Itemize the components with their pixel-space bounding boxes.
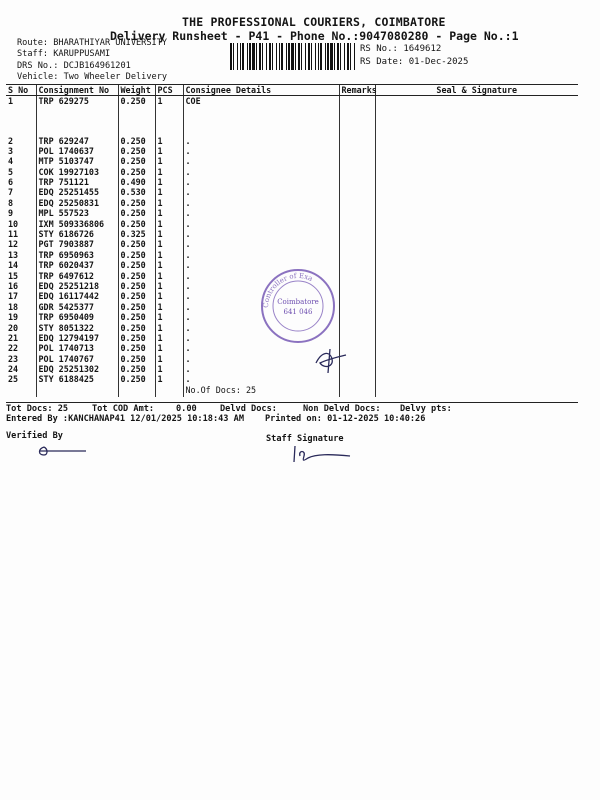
col-consignment-no: Consignment No [36,85,118,96]
barcode-bar [272,43,273,70]
row-seal [375,291,578,301]
row-sno: 18 [8,301,19,312]
row-remarks [339,271,375,281]
row-consignment-no: TRP 629247 [36,136,118,146]
table-cell [375,385,578,397]
entered-by: Entered By :KANCHANAP41 12/01/2025 10:18:43 AM [6,414,244,424]
row-seal [375,354,578,364]
non-delivered-docs: Non Delvd Docs: [303,404,381,414]
row-consignee: . [183,250,339,260]
row-consignment-no: EDQ 25250831 [36,198,118,208]
row-remarks [339,146,375,156]
row-remarks [339,156,375,166]
stamp-arc-text: Controller of Exa [261,271,314,309]
barcode-bar [276,43,277,70]
stamp-center-text-1: Coimbatore [277,298,319,306]
row-seal [375,374,578,384]
row-pcs: 1 [155,354,183,364]
row-remarks [339,312,375,322]
staff-signature-label: Staff Signature [266,434,344,444]
barcode-bar [344,43,345,70]
barcode-bar [337,43,339,70]
drs-number: DRS No.: DCJB164961201 [17,61,131,71]
col-pcs: PCS [155,85,183,96]
row-consignee: . [183,323,339,333]
row-consignment-no: PGT 7903887 [36,239,118,249]
row-consignment-no: EDQ 25251455 [36,187,118,197]
row-consignment-no: EDQ 25251302 [36,364,118,374]
staff-label: Staff: KARUPPUSAMI [17,49,111,59]
row-sno: 20 [8,322,19,333]
row-pcs: 1 [155,156,183,166]
barcode-bar [286,43,287,70]
barcode-bar [237,43,238,70]
table-row [6,364,578,374]
table-row [6,156,578,166]
row-pcs: 1 [155,96,183,136]
row-weight: 0.250 [118,146,155,156]
table-cell [36,385,118,397]
verified-by-label: Verified By [6,431,63,441]
row-seal [375,343,578,353]
barcode-bar [298,43,300,70]
barcode-bar [252,43,255,70]
row-weight: 0.250 [118,323,155,333]
row-consignee: . [183,291,339,301]
barcode-bar [266,43,267,70]
table-summary-row [6,385,578,397]
row-pcs: 1 [155,333,183,343]
row-sno: 14 [8,260,19,271]
row-consignee: . [183,187,339,197]
table-row [6,219,578,229]
row-remarks [339,291,375,301]
row-sno: 13 [8,249,19,260]
row-remarks [339,198,375,208]
table-row [6,239,578,249]
barcode-bar [230,43,232,70]
row-weight: 0.250 [118,260,155,270]
row-weight: 0.325 [118,229,155,239]
row-consignment-no: POL 1740767 [36,354,118,364]
row-sno: 19 [8,312,19,323]
row-seal [375,156,578,166]
row-pcs: 1 [155,323,183,333]
row-pcs: 1 [155,146,183,156]
row-seal [375,167,578,177]
barcode-bar [291,43,294,70]
table-header-row [6,85,578,96]
barcode-bar [256,43,257,70]
row-consignment-no: TRP 629275 [36,96,118,136]
row-consignment-no: GDR 5425377 [36,302,118,312]
row-consignment-no: EDQ 16117442 [36,291,118,301]
row-consignee: . [183,364,339,374]
row-sno: 5 [8,166,14,177]
row-pcs: 1 [155,198,183,208]
row-weight: 0.250 [118,343,155,353]
row-pcs: 1 [155,187,183,197]
row-remarks [339,229,375,239]
row-seal [375,187,578,197]
row-sno: 23 [8,353,19,364]
barcode-bar [279,43,280,70]
row-consignee: . [183,177,339,187]
row-consignment-no: TRP 6950409 [36,312,118,322]
row-sno: 15 [8,270,19,281]
row-sno: 8 [8,197,14,208]
barcode-bar [315,43,316,70]
row-consignee: COE [183,96,339,136]
row-consignment-no: COK 19927103 [36,167,118,177]
row-sno: 9 [8,208,14,219]
rs-number: RS No.: 1649612 [360,44,442,54]
table-row [6,208,578,218]
row-remarks [339,302,375,312]
row-weight: 0.250 [118,136,155,146]
row-weight: 0.250 [118,291,155,301]
row-remarks [339,167,375,177]
col-remarks: Remarks [339,85,375,96]
row-sno: 11 [8,229,19,240]
col-weight: Weight [118,85,155,96]
barcode-bar [325,43,326,70]
row-pcs: 1 [155,239,183,249]
row-pcs: 1 [155,136,183,146]
company-title: THE PROFESSIONAL COURIERS, COIMBATORE [182,15,446,29]
row-consignment-no: TRP 6020437 [36,260,118,270]
row-sno: 24 [8,364,19,375]
row-consignee: . [183,146,339,156]
row-weight: 0.250 [118,364,155,374]
seal-signature-scribble [310,345,350,375]
table-bottom-rule [6,402,578,403]
row-consignment-no: EDQ 12794197 [36,333,118,343]
table-cell [6,385,36,397]
table-row [6,167,578,177]
table-row [6,250,578,260]
barcode-bar [330,43,333,70]
barcode-bar [354,43,355,70]
row-weight: 0.250 [118,208,155,218]
barcode-bar [240,43,241,70]
barcode-bar [281,43,283,70]
row-pcs: 1 [155,374,183,384]
row-weight: 0.250 [118,302,155,312]
row-remarks [339,323,375,333]
row-weight: 0.250 [118,198,155,208]
row-consignment-no: TRP 6497612 [36,271,118,281]
row-seal [375,302,578,312]
row-consignee: . [183,219,339,229]
row-pcs: 1 [155,271,183,281]
row-remarks [339,187,375,197]
row-consignee: . [183,260,339,270]
row-sno: 10 [8,218,19,229]
row-seal [375,333,578,343]
row-consignment-no: TRP 6950963 [36,250,118,260]
row-pcs: 1 [155,260,183,270]
row-weight: 0.250 [118,239,155,249]
total-docs: Tot Docs: 25 [6,404,69,414]
col-sno: S No [6,85,36,96]
row-consignment-no: STY 8051322 [36,323,118,333]
row-pcs: 1 [155,291,183,301]
row-seal [375,239,578,249]
barcode-bar [269,43,271,70]
row-remarks [339,96,375,136]
row-pcs: 1 [155,177,183,187]
row-consignee: . [183,333,339,343]
row-consignment-no: POL 1740713 [36,343,118,353]
barcode-bar [320,43,322,70]
row-seal [375,219,578,229]
barcode-bar [350,43,351,70]
staff-signature [290,444,356,466]
table-cell [118,385,155,397]
row-seal [375,364,578,374]
row-consignment-no: STY 6188425 [36,374,118,384]
barcode-bar [288,43,290,70]
row-seal [375,198,578,208]
barcode-bar [295,43,296,70]
total-cod-value: 0.00 [176,404,197,414]
row-consignment-no: STY 6186726 [36,229,118,239]
row-weight: 0.530 [118,187,155,197]
row-remarks [339,136,375,146]
row-consignee: . [183,354,339,364]
table-row [6,229,578,239]
row-consignee: . [183,374,339,384]
row-consignment-no: TRP 751121 [36,177,118,187]
row-pcs: 1 [155,343,183,353]
row-weight: 0.250 [118,354,155,364]
seal-stamp [258,266,338,346]
row-seal [375,312,578,322]
row-weight: 0.490 [118,177,155,187]
row-weight: 0.250 [118,333,155,343]
row-remarks [339,219,375,229]
total-cod-label: Tot COD Amt: [92,404,155,414]
barcode-bar [233,43,234,70]
row-weight: 0.250 [118,374,155,384]
barcode [230,43,356,70]
row-weight: 0.250 [118,281,155,291]
barcode-bar [327,43,329,70]
vehicle-label: Vehicle: Two Wheeler Delivery [17,72,168,82]
row-sno: 12 [8,239,19,250]
runsheet-subtitle: Delivery Runsheet - P41 - Phone No.:9047080280 - Page No.:1 [110,29,519,43]
table-row [6,354,578,364]
barcode-bar [347,43,349,70]
row-weight: 0.250 [118,156,155,166]
row-consignee: . [183,281,339,291]
verified-by-signature [34,443,94,459]
row-pcs: 1 [155,281,183,291]
row-seal [375,323,578,333]
table-row [6,177,578,187]
delivery-points: Delvy pts: [400,404,452,414]
row-pcs: 1 [155,250,183,260]
row-consignee: . [183,198,339,208]
row-consignee: . [183,312,339,322]
row-consignee: . [183,239,339,249]
row-consignment-no: EDQ 25251218 [36,281,118,291]
barcode-bar [247,43,248,70]
row-consignee: . [183,167,339,177]
barcode-bar [340,43,341,70]
row-seal [375,146,578,156]
barcode-bar [305,43,306,70]
row-remarks [339,281,375,291]
row-consignment-no: MPL 557523 [36,208,118,218]
row-pcs: 1 [155,312,183,322]
row-sno: 21 [8,332,19,343]
delivered-docs: Delvd Docs: [220,404,277,414]
row-sno: 2 [8,135,14,146]
table-cell [155,385,183,397]
row-seal [375,96,578,136]
row-seal [375,208,578,218]
row-sno: 17 [8,291,19,302]
row-sno: 6 [8,177,14,188]
no-of-docs: No.Of Docs: 25 [183,385,339,397]
barcode-bar [318,43,319,70]
row-seal [375,281,578,291]
row-sno: 16 [8,280,19,291]
row-remarks [339,250,375,260]
table-row [6,136,578,146]
row-sno: 7 [8,187,14,198]
row-sno: 4 [8,156,14,167]
row-weight: 0.250 [118,271,155,281]
row-pcs: 1 [155,219,183,229]
table-row [6,96,578,136]
table-row [6,146,578,156]
barcode-bar [259,43,261,70]
row-consignment-no: POL 1740637 [36,146,118,156]
barcode-bar [311,43,312,70]
row-consignee: . [183,271,339,281]
row-remarks [339,260,375,270]
row-consignee: . [183,156,339,166]
col-consignee-details: Consignee Details [183,85,339,96]
row-pcs: 1 [155,302,183,312]
row-weight: 0.250 [118,167,155,177]
row-seal [375,136,578,146]
row-remarks [339,239,375,249]
barcode-bar [249,43,251,70]
row-consignee: . [183,343,339,353]
row-weight: 0.250 [118,96,155,136]
runsheet-table [6,84,578,397]
table-row [6,198,578,208]
row-seal [375,250,578,260]
row-sno: 1 [8,96,14,106]
row-weight: 0.250 [118,219,155,229]
table-row [6,187,578,197]
col-seal-signature: Seal & Signature [375,85,578,96]
rs-date: RS Date: 01-Dec-2025 [360,57,469,67]
stamp-center-text-2: 641 046 [283,308,313,316]
row-remarks [339,374,375,384]
row-consignee: . [183,208,339,218]
row-seal [375,177,578,187]
row-seal [375,229,578,239]
route-label: Route: BHARATHIYAR UNIVERSITY [17,38,168,48]
row-consignee: . [183,302,339,312]
barcode-bar [308,43,310,70]
row-sno: 25 [8,374,19,385]
row-seal [375,260,578,270]
row-consignee: . [183,229,339,239]
printed-on: Printed on: 01-12-2025 10:40:26 [265,414,426,424]
barcode-bar [301,43,302,70]
row-pcs: 1 [155,229,183,239]
barcode-bar [262,43,263,70]
row-pcs: 1 [155,167,183,177]
row-consignment-no: MTP 5103747 [36,156,118,166]
barcode-bar [334,43,335,70]
row-consignment-no: IXM 509336806 [36,219,118,229]
row-pcs: 1 [155,208,183,218]
row-sno: 22 [8,343,19,354]
table-cell [339,385,375,397]
row-weight: 0.250 [118,250,155,260]
row-remarks [339,333,375,343]
barcode-bar [242,43,244,70]
row-sno: 3 [8,145,14,156]
table-row [6,374,578,384]
row-remarks [339,177,375,187]
row-weight: 0.250 [118,312,155,322]
row-consignee: . [183,136,339,146]
row-remarks [339,208,375,218]
row-seal [375,271,578,281]
row-pcs: 1 [155,364,183,374]
